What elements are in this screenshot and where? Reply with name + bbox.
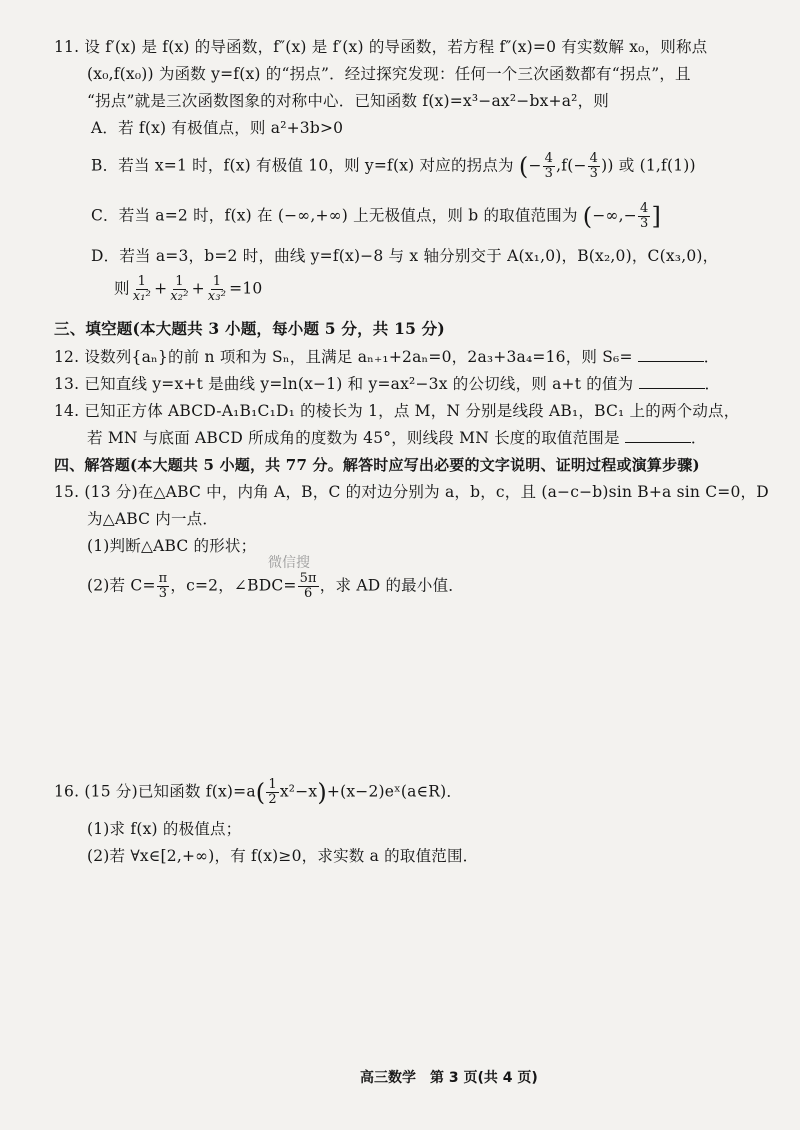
page-footer: 高三数学 第 3 页(共 4 页) (360, 1070, 538, 1086)
q16-text-post: +(x−2)eˣ(a∈R)． (326, 782, 463, 801)
bracket-close: ] (651, 202, 662, 231)
fraction-4-3-c (638, 202, 650, 231)
q15-text-line1: (13 分)在△ABC 中，内角 A，B，C 的对边分别为 a，b，c，且 (a−c−b)sin B+a sin C=0，D (84, 483, 769, 501)
fraction-numerator: 1 (175, 274, 184, 289)
paren-open: ( (582, 202, 593, 231)
q12-number: 12. (54, 348, 80, 366)
watermark-text: 微信搜 (268, 555, 310, 571)
q11-number: 11. (54, 38, 80, 56)
q14-line1 (54, 400, 739, 422)
q15-part2-pre: (2)若 C= (87, 576, 156, 595)
fraction-denominator: 3 (544, 166, 554, 181)
fraction-5pi-6 (298, 572, 319, 601)
q11-line2: (x₀,f(x₀)) 为函数 y=f(x) 的“拐点”．经过探究发现：任何一个三次函数都有“拐点”，且 (87, 65, 691, 83)
q11-line3: “拐点”就是三次函数图象的对称中心．已知函数 f(x)=x³−ax²−bx+a²，则 (87, 92, 609, 110)
q16-text-pre: (15 分)已知函数 f(x)=a (84, 782, 256, 801)
option-c-text: C．若当 a=2 时，f(x) 在 (−∞,+∞) 上无极值点，则 b 的取值范围为 (91, 206, 578, 225)
option-d-pre: 则 (114, 279, 130, 298)
q13-answer-blank[interactable] (639, 373, 705, 389)
q11-text-line1: 设 f′(x) 是 f(x) 的导函数，f″(x) 是 f′(x) 的导函数，若方程 f″(x)=0 有实数解 x₀，则称点 (84, 38, 708, 56)
fraction-numerator: 1 (212, 274, 222, 289)
fraction-numerator: 5π (299, 571, 317, 586)
fraction-numerator: 1 (268, 777, 277, 792)
fraction-denominator: 3 (589, 166, 599, 181)
q14-text-line1: 已知正方体 ABCD-A₁B₁C₁D₁ 的棱长为 1，点 M，N 分别是线段 AB₁，BC₁ 上的两个动点， (84, 402, 740, 420)
fraction-numerator: 4 (544, 151, 554, 166)
fraction-denominator: 3 (640, 216, 649, 231)
fraction-denominator: x₃² (207, 289, 227, 304)
fraction-1-x3sq (206, 275, 228, 304)
section-3-heading: 三、填空题(本大题共 3 小题，每小题 5 分，共 15 分) (54, 319, 445, 338)
paren-open: ( (255, 778, 266, 807)
q11-option-d-line2: 则 $\frac{1}{\text{x₁²}}$ + $\frac{1}{\text{x₂²}}$ + $\frac{1}{\text{x₃²}}$ =10 (114, 274, 263, 304)
fraction-1-x2sq (168, 275, 190, 304)
q15-line1 (54, 481, 769, 503)
q14-text-line2: 若 MN 与底面 ABCD 所成角的度数为 45°，则线段 MN 长度的取值范围是 (87, 429, 620, 447)
q14-number: 14. (54, 402, 80, 420)
fraction-denominator: 2 (268, 792, 277, 807)
q11-option-d: D．若当 a=3，b=2 时，曲线 y=f(x)−8 与 x 轴分别交于 A(x₁,0)，B(x₂,0)，C(x₃,0)， (91, 247, 719, 265)
minus-sign: − (528, 156, 542, 175)
fraction-pi-3 (157, 572, 170, 601)
option-c-mid: −∞,− (592, 206, 637, 225)
q11-option-c (91, 202, 661, 231)
option-b-mid: ,f(− (556, 156, 587, 175)
q15-part2-mid: ，c=2，∠BDC= (170, 576, 297, 595)
paren-close: ) (317, 778, 327, 807)
q11-option-a: A．若 f(x) 有极值点，则 a²+3b>0 (91, 119, 344, 137)
fraction-numerator: 1 (137, 274, 147, 289)
fraction-1-2 (266, 778, 278, 807)
q15-number: 15. (54, 483, 80, 501)
q14-answer-blank[interactable] (625, 427, 691, 443)
q15-part2-post: ，求 AD 的最小值． (319, 576, 464, 595)
q12: 12. 设数列{aₙ}的前 n 项和为 Sₙ，且满足 aₙ₊₁+2aₙ=0，2a₃+3a₄=16，则 S₆= ． (54, 348, 720, 366)
fraction-denominator: 6 (303, 586, 313, 601)
fraction-denominator: x₂² (170, 289, 189, 304)
q13-text: 已知直线 y=x+t 是曲线 y=ln(x−1) 和 y=ax²−3x 的公切线，则 a+t 的值为 (84, 375, 634, 393)
fraction-numerator: π (158, 571, 168, 586)
fraction-numerator: 4 (640, 201, 649, 216)
q13-number: 13. (54, 375, 80, 393)
option-d-post: =10 (229, 279, 263, 298)
q12-text: 设数列{aₙ}的前 n 项和为 Sₙ，且满足 aₙ₊₁+2aₙ=0，2a₃+3a₄=16，则 S₆= (84, 348, 633, 366)
fraction-4-3 (543, 152, 555, 181)
q14-line2: 若 MN 与底面 ABCD 所成角的度数为 45°，则线段 MN 长度的取值范围是 ． (87, 429, 707, 447)
q12-answer-blank[interactable] (638, 346, 704, 362)
q16-number: 16. (54, 782, 80, 801)
q16-line1 (54, 778, 462, 807)
q15-line2: 为△ABC 内一点． (87, 510, 219, 528)
q11-line1 (54, 36, 707, 58)
section-4-heading: 四、解答题(本大题共 5 小题，共 77 分。解答时应写出必要的文字说明、证明过程或演算步骤) (54, 456, 700, 474)
q16-part2: (2)若 ∀x∈[2,+∞)，有 f(x)≥0，求实数 a 的取值范围． (87, 847, 479, 865)
fraction-denominator: x₁² (132, 289, 152, 304)
q15-part2 (87, 572, 464, 601)
q16-part1: (1)求 f(x) 的极值点； (87, 820, 242, 838)
fraction-4-3-b (588, 152, 600, 181)
fraction-numerator: 4 (589, 151, 599, 166)
fraction-1-x1sq (131, 275, 153, 304)
paren-open: ( (518, 152, 529, 181)
q13: 13. 已知直线 y=x+t 是曲线 y=ln(x−1) 和 y=ax²−3x 的公切线，则 a+t 的值为 ． (54, 375, 721, 393)
q16-text-mid: x²−x (279, 782, 318, 801)
option-b-post: )) 或 (1,f(1)) (601, 156, 696, 175)
fraction-denominator: 3 (158, 586, 168, 601)
q15-part1: (1)判断△ABC 的形状； (87, 537, 257, 555)
q11-option-b (91, 152, 696, 181)
option-b-text: B．若当 x=1 时，f(x) 有极值 10，则 y=f(x) 对应的拐点为 (91, 156, 514, 175)
